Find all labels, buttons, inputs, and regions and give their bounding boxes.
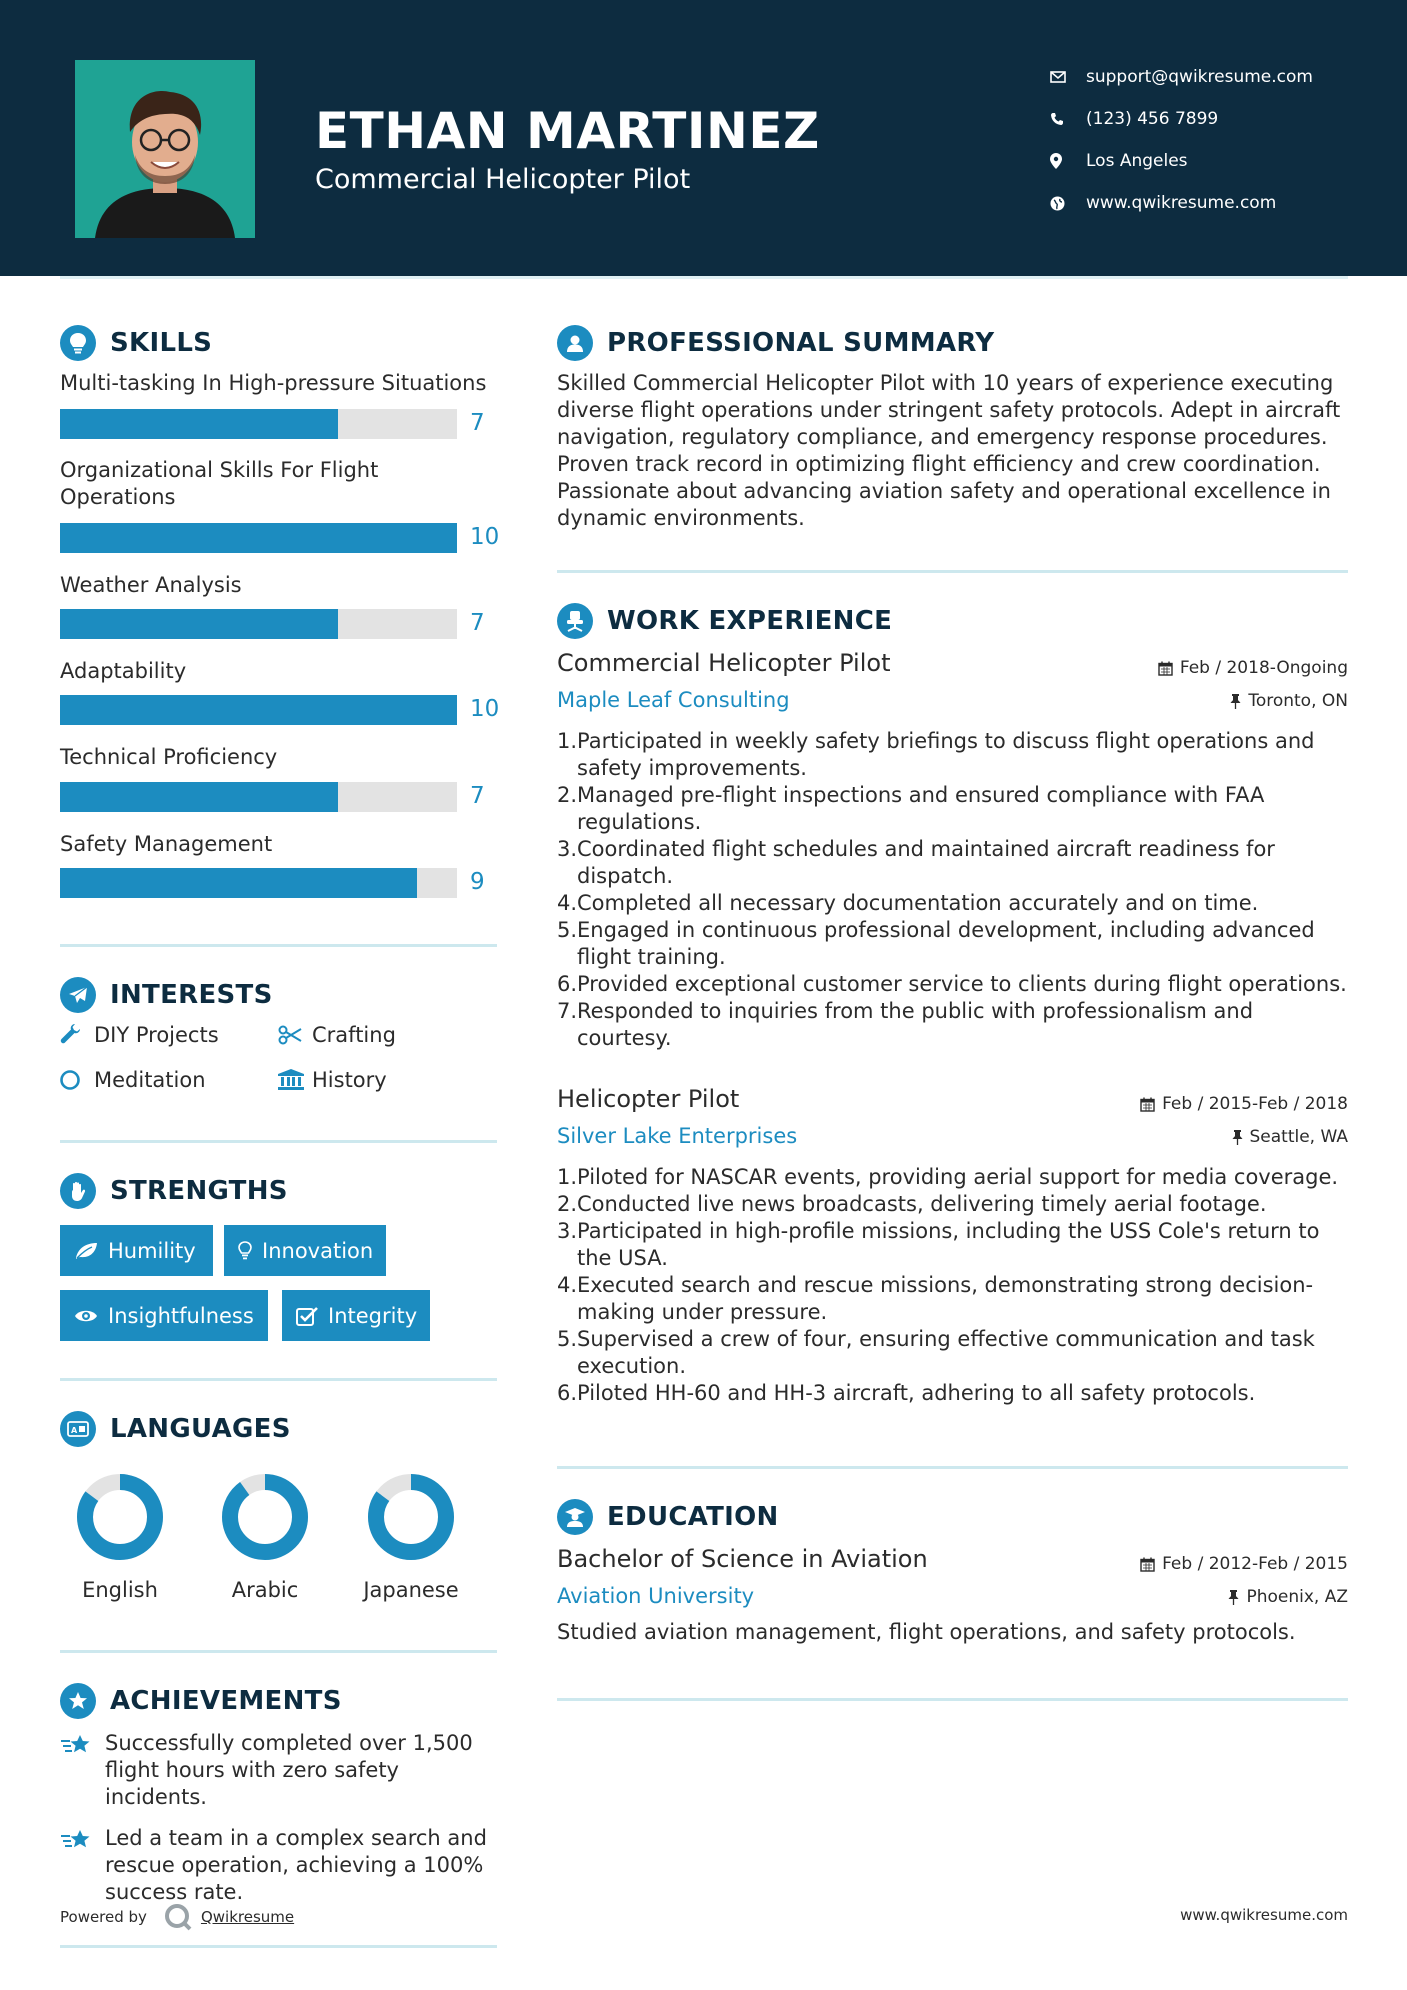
job-location-text: Toronto, ON <box>1248 691 1348 711</box>
interest-label: DIY Projects <box>94 1023 219 1047</box>
duty-text: Completed all necessary documentation accurately and on time. <box>577 891 1259 915</box>
education-heading: EDUCATION <box>607 1502 779 1532</box>
skill-level: 10 <box>470 696 500 722</box>
achievement-text: Successfully completed over 1,500 flight hours with zero safety incidents. <box>105 1731 473 1809</box>
shooting-star-icon <box>60 1825 105 1906</box>
language-label: Japanese <box>363 1578 459 1602</box>
envelope-icon <box>1050 71 1086 83</box>
language-icon <box>60 1411 96 1447</box>
job-title: Commercial Helicopter Pilot <box>557 649 891 677</box>
duty-text: Responded to inquiries from the public with professionalism and courtesy. <box>577 999 1254 1050</box>
duty-item: 5. Supervised a crew of four, ensuring effective communication and task execution. <box>557 1326 1347 1380</box>
section-divider <box>557 570 1348 573</box>
skill-level: 7 <box>470 610 485 636</box>
candidate-title: Commercial Helicopter Pilot <box>315 164 691 195</box>
education-section-header <box>557 1499 779 1535</box>
footer-website[interactable]: www.qwikresume.com <box>1180 1906 1348 1924</box>
globe-icon <box>1050 196 1086 211</box>
strength-tag <box>282 1290 430 1341</box>
languages-heading: LANGUAGES <box>110 1414 291 1444</box>
duty-text: Participated in high-profile missions, including the USS Cole's return to the USA. <box>577 1219 1320 1270</box>
skill-label: Multi-tasking In High-pressure Situations <box>60 371 487 395</box>
languages-section-header <box>60 1411 291 1447</box>
degree-title: Bachelor of Science in Aviation <box>557 1545 928 1573</box>
brand-link[interactable]: Qwikresume <box>200 1908 295 1926</box>
job-location-text: Seattle, WA <box>1249 1127 1348 1147</box>
skill-bar-fill <box>60 782 338 812</box>
section-divider <box>60 1945 497 1948</box>
header-divider <box>60 276 1348 279</box>
section-divider <box>60 1650 497 1653</box>
phone-text: (123) 456 7899 <box>1086 109 1219 129</box>
duty-text: Piloted for NASCAR events, providing aerial support for media coverage. <box>577 1165 1339 1189</box>
location-text: Los Angeles <box>1086 151 1188 171</box>
education-dates <box>1140 1554 1348 1574</box>
phone-icon <box>1050 112 1086 126</box>
duty-text: Coordinated flight schedules and maintained aircraft readiness for dispatch. <box>577 837 1275 888</box>
circle-icon <box>60 1069 94 1091</box>
skill-bar-fill <box>60 609 338 639</box>
donut-fill <box>230 1482 300 1552</box>
summary-heading: PROFESSIONAL SUMMARY <box>607 328 995 358</box>
interest-item <box>60 1068 206 1092</box>
duty-text: Executed search and rescue missions, demonstrating strong decision-making under pressure. <box>577 1273 1314 1324</box>
skill-bar-fill <box>60 409 338 439</box>
duty-text: Participated in weekly safety briefings to discuss flight operations and safety improvements. <box>577 729 1315 780</box>
language-donut <box>75 1472 165 1562</box>
skill-bar <box>60 782 457 812</box>
star-badge-icon <box>60 1683 96 1719</box>
education-description: Studied aviation management, flight operations, and safety protocols. <box>557 1620 1296 1644</box>
duty-text: Piloted HH-60 and HH-3 aircraft, adhering to all safety protocols. <box>577 1381 1256 1405</box>
paper-plane-icon <box>60 977 96 1013</box>
strength-label: Integrity <box>328 1303 418 1328</box>
section-divider <box>60 1140 497 1143</box>
language-label: English <box>82 1578 158 1602</box>
contact-location <box>1050 140 1313 182</box>
calendar-icon <box>1140 1097 1155 1112</box>
contact-email[interactable] <box>1050 56 1313 98</box>
job-dates <box>1158 658 1348 678</box>
shooting-star-icon <box>60 1730 105 1811</box>
company-name: Maple Leaf Consulting <box>557 688 790 712</box>
strengths-section-header <box>60 1173 288 1209</box>
contact-website[interactable] <box>1050 182 1313 224</box>
duty-item: 3. Coordinated flight schedules and maintained aircraft readiness for dispatch. <box>557 836 1347 890</box>
calendar-icon <box>1140 1557 1155 1572</box>
experience-section-header <box>557 603 892 639</box>
achievement-item <box>60 1730 495 1811</box>
duty-item: 3. Participated in high-profile missions, including the USS Cole's return to the USA. <box>557 1218 1347 1272</box>
scissors-icon <box>278 1025 312 1045</box>
skill-bar <box>60 609 457 639</box>
school-name: Aviation University <box>557 1584 755 1608</box>
interests-heading: INTERESTS <box>110 980 273 1010</box>
skills-section-header <box>60 325 212 361</box>
section-divider <box>60 1378 497 1381</box>
job-dates-text: Feb / 2015-Feb / 2018 <box>1162 1094 1348 1114</box>
office-chair-icon <box>557 603 593 639</box>
skill-bar <box>60 409 457 439</box>
svg-text:A: A <box>71 1426 78 1435</box>
summary-text: Skilled Commercial Helicopter Pilot with 10 years of experience executing diverse flight operations under stringent safety protocols. Adept in aircraft navigation, regulatory compliance, and emergency response procedures. Proven track record in optimizing flight efficiency and crew coordination. Passionate about advancing aviation safety and operational excellence in dynamic environments. <box>557 371 1341 530</box>
powered-by-text: Powered by <box>60 1908 147 1926</box>
duties-list <box>557 1164 1347 1407</box>
interest-label: Crafting <box>312 1023 396 1047</box>
duty-item: 2. Conducted live news broadcasts, delivering timely aerial footage. <box>557 1192 1267 1216</box>
job-location <box>1232 1127 1349 1147</box>
job-dates <box>1140 1094 1348 1114</box>
interest-label: History <box>312 1068 387 1092</box>
wrench-icon <box>60 1024 94 1046</box>
strength-tag <box>224 1225 386 1276</box>
resume-header <box>0 0 1407 276</box>
skill-level: 7 <box>470 410 485 436</box>
contact-phone[interactable] <box>1050 98 1313 140</box>
skills-heading: SKILLS <box>110 328 213 358</box>
language-donut <box>366 1472 456 1562</box>
duty-text: Conducted live news broadcasts, delivering timely aerial footage. <box>577 1192 1267 1216</box>
pushpin-icon <box>1228 1590 1239 1605</box>
summary-section-header <box>557 325 994 361</box>
leaf-icon <box>74 1242 98 1260</box>
education-dates-text: Feb / 2012-Feb / 2015 <box>1162 1554 1348 1574</box>
skill-level: 10 <box>470 524 500 550</box>
education-location <box>1228 1587 1348 1607</box>
powered-by <box>60 1902 294 1932</box>
education-location-text: Phoenix, AZ <box>1246 1587 1348 1607</box>
skill-label: Organizational Skills For Flight Operations <box>60 458 379 509</box>
skill-bar-fill <box>60 523 457 553</box>
skill-label: Safety Management <box>60 832 273 856</box>
eye-icon <box>74 1308 98 1324</box>
museum-icon <box>278 1069 312 1091</box>
duty-item: 7. Responded to inquiries from the public with professionalism and courtesy. <box>557 998 1347 1052</box>
strength-label: Humility <box>108 1238 196 1263</box>
strengths-heading: STRENGTHS <box>110 1176 288 1206</box>
interest-item <box>278 1068 387 1092</box>
duty-item: 5. Engaged in continuous professional development, including advanced flight training. <box>557 917 1347 971</box>
strength-label: Innovation <box>262 1238 374 1263</box>
job-dates-text: Feb / 2018-Ongoing <box>1179 658 1348 678</box>
duty-item: 2. Managed pre-flight inspections and ensured compliance with FAA regulations. <box>557 782 1347 836</box>
interests-section-header <box>60 977 273 1013</box>
duty-text: Provided exceptional customer service to clients during flight operations. <box>577 972 1347 996</box>
company-name: Silver Lake Enterprises <box>557 1124 798 1148</box>
skill-bar <box>60 695 457 725</box>
website-text: www.qwikresume.com <box>1086 193 1277 213</box>
interest-item <box>60 1023 219 1047</box>
section-divider <box>557 1466 1348 1469</box>
duty-item: 1. Piloted for NASCAR events, providing aerial support for media coverage. <box>557 1165 1339 1189</box>
skill-level: 9 <box>470 869 485 895</box>
achievement-text: Led a team in a complex search and rescue operation, achieving a 100% success rate. <box>105 1826 487 1904</box>
duties-list <box>557 728 1347 1052</box>
contact-info <box>1050 56 1313 224</box>
lightbulb-icon <box>60 325 96 361</box>
pushpin-icon <box>1232 1130 1243 1145</box>
candidate-name: ETHAN MARTINEZ <box>315 102 820 160</box>
experience-heading: WORK EXPERIENCE <box>607 606 893 636</box>
duty-text: Engaged in continuous professional development, including advanced flight training. <box>577 918 1315 969</box>
qwikresume-logo-icon <box>163 1902 193 1932</box>
pushpin-icon <box>1230 694 1241 709</box>
check-square-icon <box>296 1306 318 1326</box>
skill-label: Weather Analysis <box>60 573 242 597</box>
section-divider <box>60 944 497 947</box>
job-location <box>1230 691 1348 711</box>
skill-level: 7 <box>470 783 485 809</box>
skill-bar-fill <box>60 695 457 725</box>
achievement-item <box>60 1825 495 1906</box>
strength-tag <box>60 1290 268 1341</box>
skill-bar <box>60 523 457 553</box>
achievements-section-header <box>60 1683 342 1719</box>
graduate-icon <box>557 1499 593 1535</box>
profile-photo <box>75 60 255 238</box>
duty-item: 4. Completed all necessary documentation accurately and on time. <box>557 891 1259 915</box>
duty-text: Managed pre-flight inspections and ensured compliance with FAA regulations. <box>577 783 1265 834</box>
duty-item: 6. Provided exceptional customer service to clients during flight operations. <box>557 972 1347 996</box>
strength-tag <box>60 1225 213 1276</box>
skill-bar <box>60 868 457 898</box>
strength-label: Insightfulness <box>108 1303 254 1328</box>
job-title: Helicopter Pilot <box>557 1085 740 1113</box>
email-text: support@qwikresume.com <box>1086 67 1313 87</box>
hand-icon <box>60 1173 96 1209</box>
skill-bar-fill <box>60 868 417 898</box>
duty-item: 6. Piloted HH-60 and HH-3 aircraft, adhering to all safety protocols. <box>557 1381 1256 1405</box>
skill-label: Adaptability <box>60 659 187 683</box>
calendar-icon <box>1158 661 1173 676</box>
language-label: Arabic <box>231 1578 299 1602</box>
interest-label: Meditation <box>94 1068 206 1092</box>
language-donut <box>220 1472 310 1562</box>
lightbulb-outline-icon <box>238 1241 252 1261</box>
section-divider <box>557 1698 1348 1701</box>
skill-label: Technical Proficiency <box>60 745 278 769</box>
duty-text: Supervised a crew of four, ensuring effective communication and task execution. <box>577 1327 1315 1378</box>
map-pin-icon <box>1050 153 1086 169</box>
duty-item: 4. Executed search and rescue missions, demonstrating strong decision-making under pressure. <box>557 1272 1347 1326</box>
duty-item: 1. Participated in weekly safety briefings to discuss flight operations and safety improvements. <box>557 728 1347 782</box>
achievements-heading: ACHIEVEMENTS <box>110 1686 342 1716</box>
user-icon <box>557 325 593 361</box>
interest-item <box>278 1023 396 1047</box>
